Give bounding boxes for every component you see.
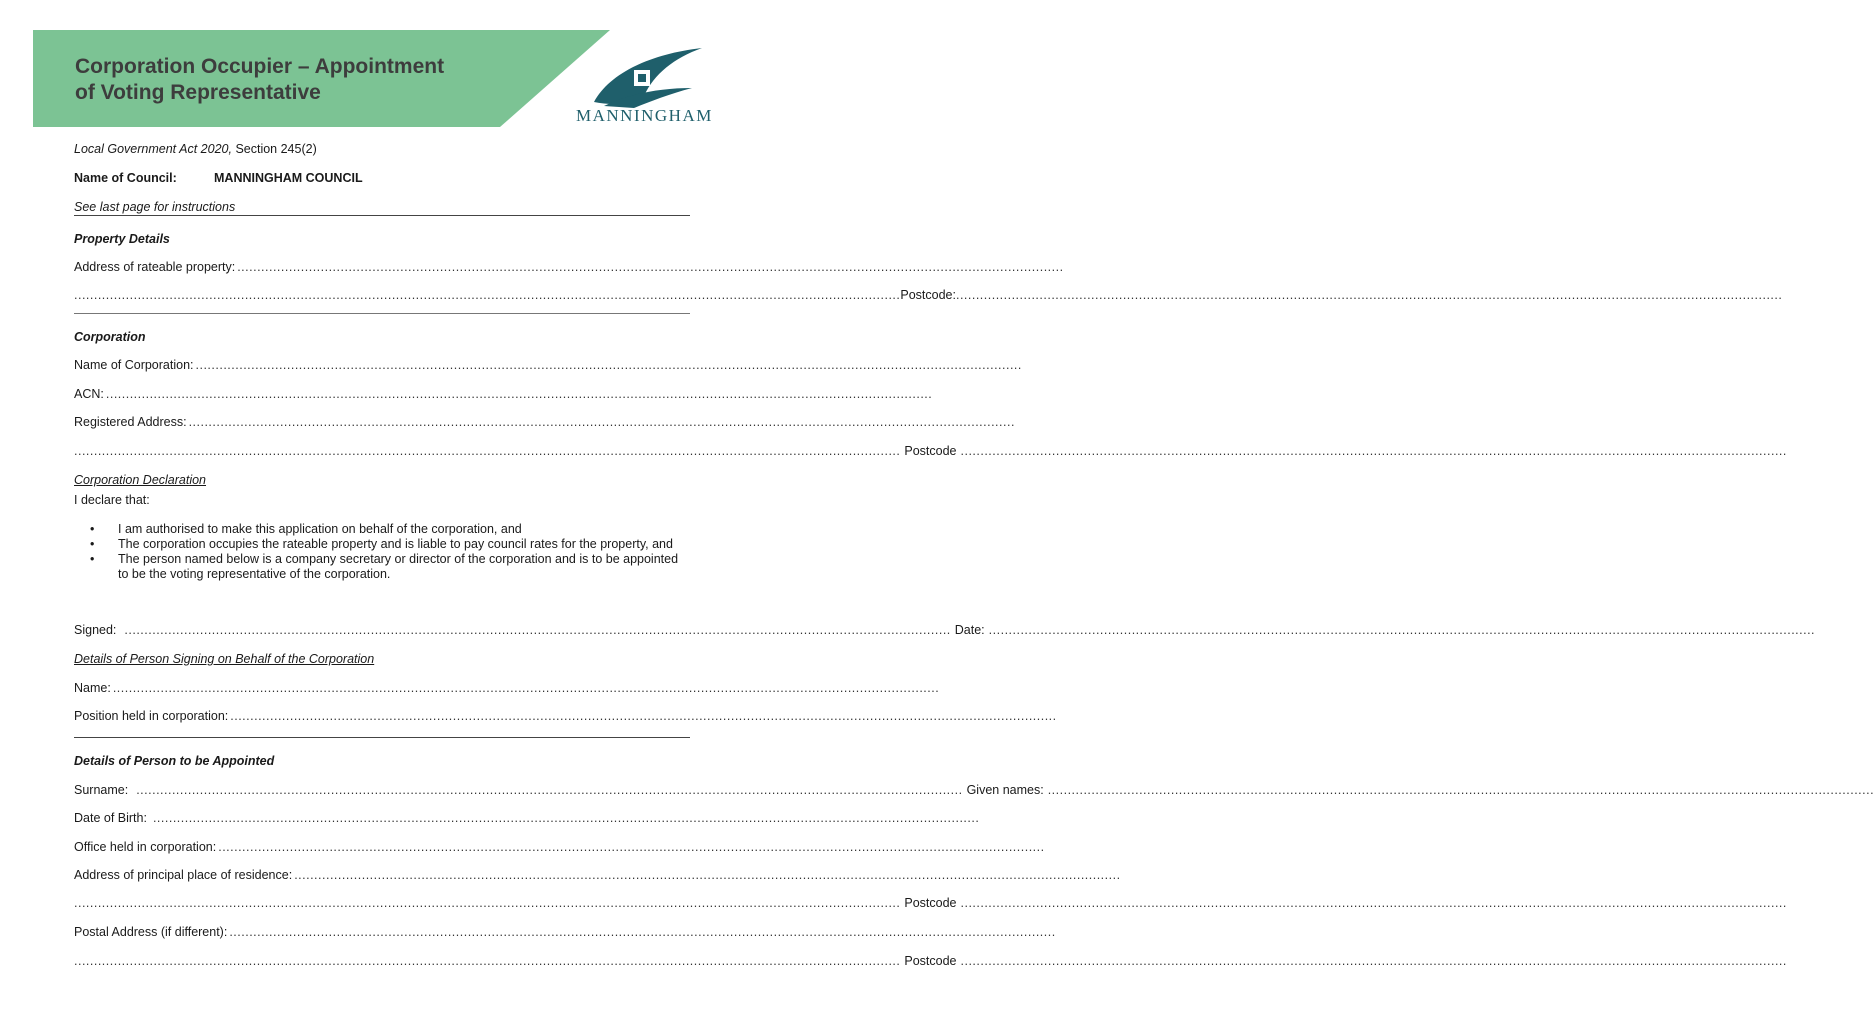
- acn-label: ACN:: [74, 387, 104, 401]
- property-postcode-leader: ................................................................................................................................................................................................................: [955, 288, 1783, 302]
- act-italic-2: Government Act 2020,: [103, 142, 232, 156]
- property-heading: Property Details: [74, 232, 170, 246]
- residence-label: Address of principal place of residence:: [74, 868, 293, 882]
- dob-label: Date of Birth:: [74, 811, 147, 825]
- residence-line-2-field[interactable]: [74, 896, 1787, 910]
- postal-postcode-label: Postcode: [904, 954, 957, 968]
- residence-leader: ................................................................................................................................................................................................................: [294, 868, 1121, 882]
- surname-leader: ................................................................................................................................................................................................................: [136, 783, 963, 797]
- residence-postcode-leader: ................................................................................................................................................................................................................: [960, 896, 1787, 910]
- logo-wordmark: MANNINGHAM: [576, 106, 713, 125]
- declaration-intro: I declare that:: [74, 493, 150, 507]
- address-label: Address of rateable property:: [74, 260, 236, 274]
- postal-address-label: Postal Address (if different):: [74, 925, 228, 939]
- declaration-item-2: The corporation occupies the rateable property and is liable to pay council rates for the property, and: [118, 537, 673, 551]
- act-section: Section 245(2): [231, 142, 317, 156]
- signer-name-label: Name:: [74, 681, 111, 695]
- date-leader: ................................................................................................................................................................................................................: [988, 623, 1816, 637]
- given-names-leader: ................................................................................................................................................................................................................: [1047, 783, 1874, 797]
- declaration-item-1: I am authorised to make this application on behalf of the corporation, and: [118, 522, 522, 536]
- corporation-name-leader: ................................................................................................................................................................................................................: [195, 358, 1022, 372]
- declaration-heading: Corporation Declaration: [74, 473, 207, 487]
- surname-given-field[interactable]: [74, 783, 1874, 797]
- list-item: • The corporation occupies the rateable property and is liable to pay council rates for the property, and: [90, 537, 673, 551]
- list-item: • The person named below is a company secretary or director of the corporation and is to be appointed to be the voting representative of the corporation.: [90, 552, 679, 581]
- corporation-name-label: Name of Corporation:: [74, 358, 194, 372]
- declaration-item-3: The person named below is a company secretary or director of the corporation and is to be appointed to be the voting representative of the corporation.: [118, 552, 679, 581]
- divider: [74, 313, 690, 314]
- address-leader: ................................................................................................................................................................................................................: [237, 260, 1064, 274]
- signer-name-leader: ................................................................................................................................................................................................................: [112, 681, 940, 695]
- form-title-line-1: Corporation Occupier – Appointment: [75, 55, 445, 78]
- corporation-postcode-leader: ................................................................................................................................................................................................................: [960, 444, 1787, 458]
- office-held-field[interactable]: [74, 840, 1045, 854]
- signed-label: Signed:: [74, 623, 117, 637]
- signed-leader: ................................................................................................................................................................................................................: [124, 623, 951, 637]
- council-label: Name of Council:: [74, 171, 177, 185]
- acn-field[interactable]: [74, 387, 933, 401]
- act-italic: Local: [74, 142, 104, 156]
- postal-address-leader: ................................................................................................................................................................................................................: [229, 925, 1056, 939]
- signer-name-field[interactable]: [74, 681, 940, 695]
- address-line-2-leader: ................................................................................................................................................................................................................: [74, 288, 901, 302]
- signed-date-field[interactable]: [74, 623, 1816, 637]
- postal-address-line-2-leader: ................................................................................................................................................................................................................: [74, 954, 901, 968]
- list-item: • I am authorised to make this application on behalf of the corporation, and: [90, 522, 522, 536]
- address-field[interactable]: [74, 260, 1064, 274]
- signer-heading: Details of Person Signing on Behalf of the Corporation: [74, 652, 375, 666]
- registered-address-line-2-leader: ................................................................................................................................................................................................................: [74, 444, 901, 458]
- instructions-note: See last page for instructions: [74, 200, 236, 214]
- appointee-heading: Details of Person to be Appointed: [74, 754, 275, 768]
- registered-address-field[interactable]: [74, 415, 1015, 429]
- divider: [74, 215, 690, 216]
- signer-position-leader: ................................................................................................................................................................................................................: [230, 709, 1057, 723]
- corporation-postcode-label: Postcode: [904, 444, 957, 458]
- divider: [74, 737, 690, 738]
- form-title: [75, 54, 545, 106]
- dob-leader: ................................................................................................................................................................................................................: [152, 811, 980, 825]
- office-held-leader: ................................................................................................................................................................................................................: [218, 840, 1045, 854]
- office-held-label: Office held in corporation:: [74, 840, 217, 854]
- postal-address-field[interactable]: [74, 925, 1056, 939]
- council-row: [74, 171, 363, 185]
- property-postcode-label: Postcode:: [900, 288, 956, 302]
- registered-address-line-2-field[interactable]: [74, 444, 1787, 458]
- council-value: MANNINGHAM COUNCIL: [214, 171, 363, 185]
- residence-postcode-label: Postcode: [904, 896, 957, 910]
- postal-address-line-2-field[interactable]: [74, 954, 1787, 968]
- surname-label: Surname:: [74, 783, 129, 797]
- declaration-list: [90, 522, 680, 582]
- given-names-label: Given names:: [966, 783, 1044, 797]
- act-reference: [74, 142, 317, 156]
- signer-position-label: Position held in corporation:: [74, 709, 229, 723]
- registered-address-leader: ................................................................................................................................................................................................................: [188, 415, 1015, 429]
- acn-leader: ................................................................................................................................................................................................................: [105, 387, 933, 401]
- registered-address-label: Registered Address:: [74, 415, 187, 429]
- address-line-2-field[interactable]: [74, 288, 1783, 302]
- postal-postcode-leader: ................................................................................................................................................................................................................: [960, 954, 1787, 968]
- form-title-line-2: of Voting Representative: [75, 81, 321, 104]
- corporation-name-field[interactable]: [74, 358, 1022, 372]
- corporation-heading: Corporation: [74, 330, 146, 344]
- signer-position-field[interactable]: [74, 709, 1057, 723]
- date-label: Date:: [954, 623, 985, 637]
- residence-line-2-leader: ................................................................................................................................................................................................................: [74, 896, 901, 910]
- dob-field[interactable]: [74, 811, 980, 825]
- residence-field[interactable]: [74, 868, 1121, 882]
